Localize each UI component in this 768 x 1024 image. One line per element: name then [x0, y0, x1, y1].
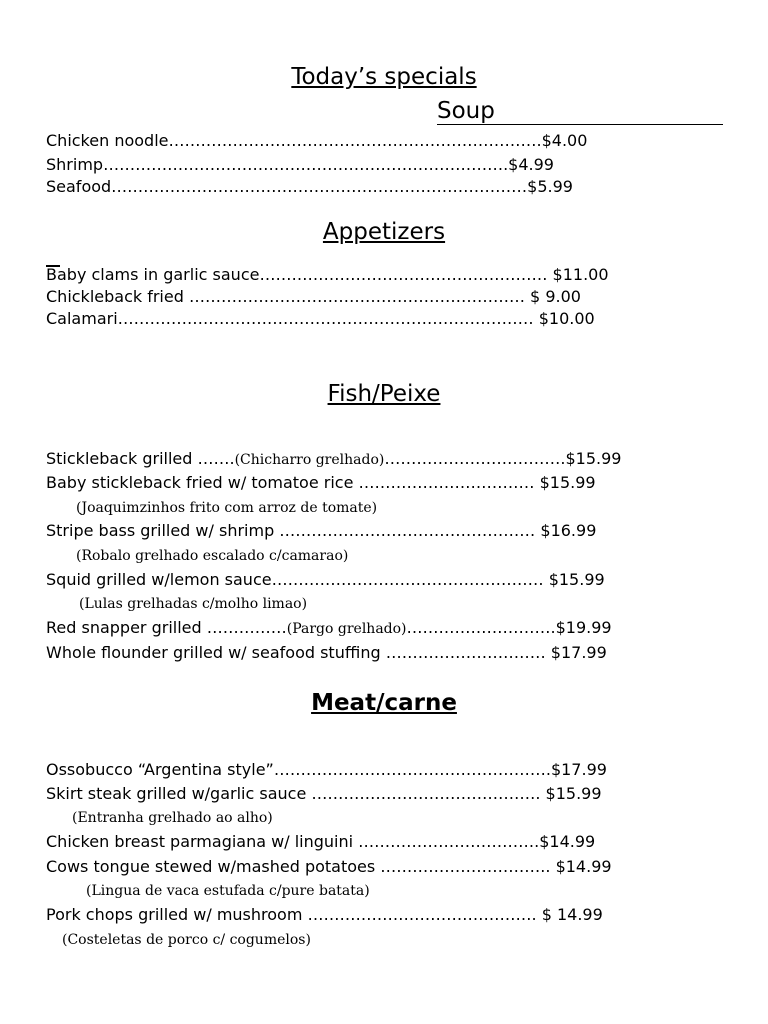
page-title: Today’s specials: [291, 64, 477, 90]
portuguese-translation: (Joaquimzinhos frito com arroz de tomate): [76, 500, 378, 516]
meat-item: Pork chops grilled w/ mushroom ……………………………………. $ 14.99: [46, 905, 603, 924]
soup-heading: Soup: [437, 98, 495, 124]
fish-item: Baby stickleback fried w/ tomatoe rice …………………………… $15.99: [46, 473, 596, 492]
fish-item: Red snapper grilled ……………(Pargo grelhado)……………………….$19.99: [46, 618, 612, 637]
soup-item: Chicken noodle…………………………………………………………….$4.00: [46, 131, 588, 150]
soup-item: Seafood……………………………………………………………………$5.99: [46, 177, 573, 196]
meat-item: Ossobucco “Argentina style”…………………………………………….$17.99: [46, 760, 607, 779]
meat-item: Cows tongue stewed w/mashed potatoes ………………………….. $14.99: [46, 857, 612, 876]
meat-item: Skirt steak grilled w/garlic sauce ……………………………………. $15.99: [46, 784, 602, 803]
portuguese-translation: (Lingua de vaca estufada c/pure batata): [86, 883, 370, 899]
meat-item: Chicken breast parmagiana w/ linguini …………………………….$14.99: [46, 832, 596, 851]
appetizers-heading: Appetizers: [322, 219, 446, 245]
fish-item: Whole flounder grilled w/ seafood stuffing ………………………… $17.99: [46, 643, 607, 662]
fish-heading: Fish/Peixe: [327, 381, 441, 407]
portuguese-translation: (Costeletas de porco c/ cogumelos): [62, 932, 311, 948]
soup-item: Shrimp………………………………………………………………….$4.99: [46, 155, 554, 174]
portuguese-translation: (Robalo grelhado escalado c/camarao): [76, 548, 349, 564]
appetizer-item: Calamari…………………………………………………………………… $10.00: [46, 309, 595, 328]
soup-underline: [437, 124, 723, 125]
fish-item: Squid grilled w/lemon sauce…………………………………………… $15.99: [46, 570, 605, 589]
portuguese-translation: (Lulas grelhadas c/molho limao): [79, 596, 308, 612]
portuguese-translation: (Entranha grelhado ao alho): [72, 810, 273, 826]
fish-item: Stickleback grilled …….(Chicharro grelhado)…………………………….$15.99: [46, 449, 622, 468]
meat-heading: Meat/carne: [311, 690, 457, 716]
appetizer-item: Chickleback fried ……………………………………………………… $ 9.00: [46, 287, 581, 306]
appetizer-item: Baby clams in garlic sauce……………………………………………… $11.00: [46, 265, 609, 284]
fish-item: Stripe bass grilled w/ shrimp ………………………………………… $16.99: [46, 521, 597, 540]
